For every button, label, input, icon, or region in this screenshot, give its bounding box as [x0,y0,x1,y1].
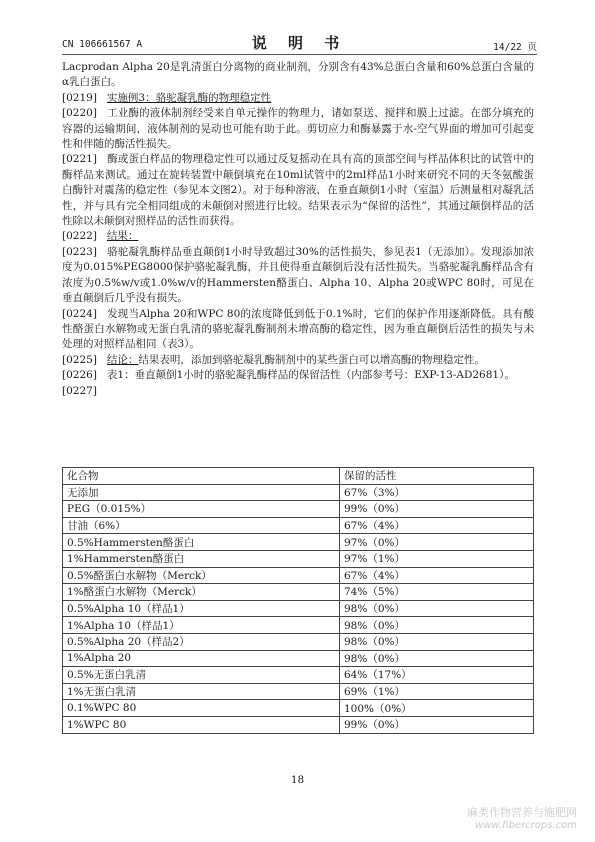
paragraph-0227 [62,384,534,399]
paragraph-0221 [62,152,534,229]
page-counter: 14/22 页 [493,42,537,53]
conclusion-label: 结论： [106,353,139,366]
compound-cell: 1%Alpha 20 [63,650,340,667]
compound-cell: PEG（0.015%） [63,501,340,518]
document-body [62,60,534,399]
retained-activity-table [62,467,534,734]
compound-cell: 甘油（6%） [63,517,340,534]
compound-cell: 0.5%Alpha 10（样品1） [63,600,340,617]
paragraph-number: [0227] [62,384,97,397]
retained-activity-cell: 97%（0%） [340,534,534,551]
paragraph-number: [0224] [62,307,97,320]
retained-activity-cell: 69%（1%） [340,683,534,700]
retained-activity-cell: 64%（17%） [340,667,534,684]
table-row [63,617,534,634]
table-row [63,633,534,650]
paragraph-text: 工业酶的液体制剂经受来自单元操作的物理力，诸如泵送、搅拌和膜上过滤。在部分填充的容器的运输期间，液体制剂的晃动也可能有助于此。剪切应力和酶暴露于水-空气界面的增加可引起变性和伴随的酶活性损失。 [62,107,534,151]
section-heading: 实施例3：骆驼凝乳酶的物理稳定性 [106,91,272,104]
page-number: 18 [290,774,305,786]
table-row [63,567,534,584]
patent-number: CN 106661567 A [62,39,143,50]
table-row [63,501,534,518]
retained-activity-cell: 99%（0%） [340,716,534,733]
paragraph-number: [0225] [62,353,97,366]
retained-activity-cell: 67%（4%） [340,567,534,584]
compound-cell: 1%Alpha 10（样品1） [63,617,340,634]
results-heading: 结果： [106,230,139,243]
table-row [63,484,534,501]
compound-cell: 0.5%Hammersten酪蛋白 [63,534,340,551]
compound-cell: 0.5%酪蛋白水解物（Merck） [63,567,340,584]
paragraph-number: [0223] [62,245,97,258]
retained-activity-cell: 97%（1%） [340,550,534,567]
column-header-compound: 化合物 [63,468,340,485]
retained-activity-cell: 100%（0%） [340,700,534,717]
table-row [63,650,534,667]
table-header-row [63,468,534,485]
table-row [63,700,534,717]
table-row [63,534,534,551]
retained-activity-cell: 67%（4%） [340,517,534,534]
document-title: 说 明 书 [251,34,348,52]
table-row [63,667,534,684]
intro-paragraph: Lacprodan Alpha 20是乳清蛋白分离物的商业制剂，分别含有43%总蛋白含量和60%总蛋白含量的α乳白蛋白。 [62,61,534,89]
retained-activity-cell: 98%（0%） [340,633,534,650]
table-row [63,584,534,601]
retained-activity-cell: 98%（0%） [340,617,534,634]
retained-activity-cell: 74%（5%） [340,584,534,601]
paragraph-0226 [62,368,534,383]
compound-cell: 0.5%Alpha 20（样品2） [63,633,340,650]
site-watermark [467,806,577,832]
paragraph-text: 发现当Alpha 20和WPC 80的浓度降低到低于0.1%时，它们的保护作用逐渐降低。具有酸性酪蛋白水解物或无蛋白乳清的骆驼凝乳酶制剂未增高酶的稳定性，因为垂直颠倒后活性的损失与未处理的对照样品相同（表3）。 [62,307,534,351]
watermark-url: www.fibercrops.com [475,820,577,831]
paragraph-number: [0220] [62,107,97,120]
compound-cell: 0.1%WPC 80 [63,700,340,717]
compound-cell: 1%Hammersten酪蛋白 [63,550,340,567]
table-row [63,600,534,617]
paragraph-number: [0221] [62,153,97,166]
table-row [63,517,534,534]
watermark-title: 麻类作物营养与施肥网 [467,806,577,819]
compound-cell: 1%酪蛋白水解物（Merck） [63,584,340,601]
paragraph-0225 [62,353,534,368]
compound-cell: 1%无蛋白乳清 [63,683,340,700]
paragraph-number: [0219] [62,91,97,104]
compound-cell: 无添加 [63,484,340,501]
page-header [62,30,537,55]
paragraph-text: 结果表明，添加到骆驼凝乳酶制剂中的某些蛋白可以增高酶的物理稳定性。 [138,353,485,366]
compound-cell: 0.5%无蛋白乳清 [63,667,340,684]
table-row [63,683,534,700]
retained-activity-cell: 98%（0%） [340,650,534,667]
paragraph-0224 [62,307,534,353]
table-row [63,716,534,733]
paragraph-number: [0222] [62,230,97,243]
table-row [63,550,534,567]
paragraph-0220 [62,106,534,152]
paragraph-number: [0226] [62,369,97,382]
paragraph-0222 [62,229,534,244]
compound-cell: 1%WPC 80 [63,716,340,733]
paragraph-text: 酶或蛋白样品的物理稳定性可以通过反复摇动在具有高的顶部空间与样品体积比的试管中的酶样品来测试。通过在旋转装置中颠倒填充在10ml试管中的2ml样品1小时来研究不同的天冬氨酸蛋白酶针对震荡的稳定性（参见本文图2）。对于每种溶液，在垂直颠倒1小时（室温）后测量相对凝乳活性，并与具有完全相同组成的未颠倒对照进行比较。结果表示为“保留的活性”，其通过颠倒样品的活性除以未颠倒对照样品的活性而获得。 [62,153,534,228]
retained-activity-cell: 99%（0%） [340,501,534,518]
paragraph-text: 骆驼凝乳酶样品垂直颠倒1小时导致超过30%的活性损失，参见表1（无添加）。发现添加浓度为0.015%PEG8000保护骆驼凝乳酶，并且使得垂直颠倒后没有活性损失。当骆驼凝乳酶样品含有浓度为0.5%w/v或1.0%w/v的Hammersten酪蛋白、Alpha 10、Alpha 20或WPC 80时，可见在垂直颠倒后几乎没有损失。 [62,245,534,305]
retained-activity-cell: 98%（0%） [340,600,534,617]
retained-activity-cell: 67%（3%） [340,484,534,501]
table-caption: 表1：垂直颠倒1小时的骆驼凝乳酶样品的保留活性（内部参考号：EXP-13-AD2681）。 [106,369,515,382]
paragraph-0219 [62,91,534,106]
column-header-activity: 保留的活性 [340,468,534,485]
paragraph-0223 [62,245,534,307]
